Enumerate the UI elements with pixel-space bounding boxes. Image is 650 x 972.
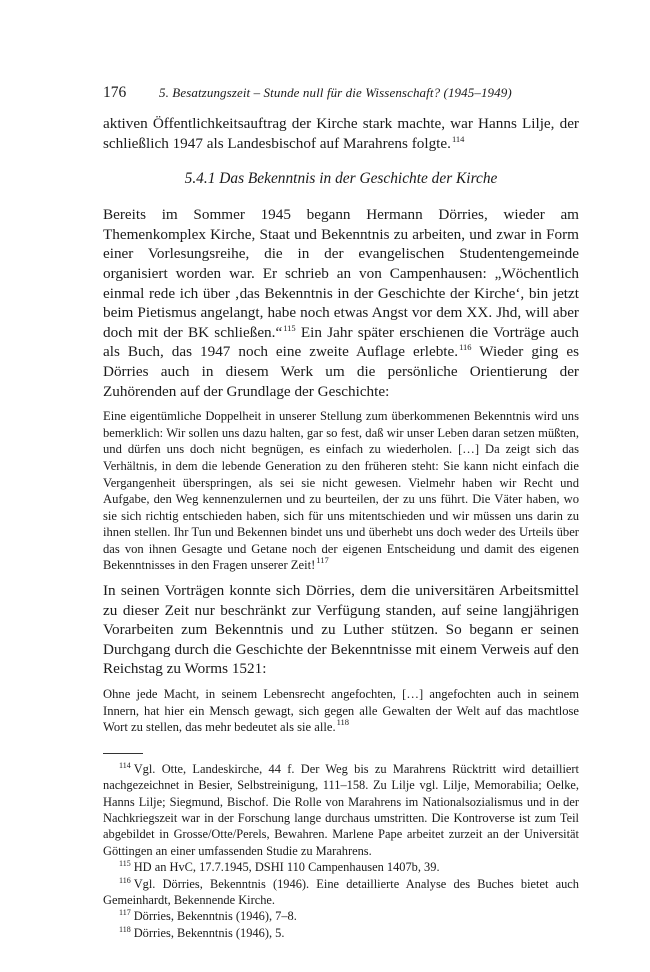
section-heading: 5.4.1 Das Bekenntnis in der Geschichte der Kirche [184,170,498,188]
block-quote-1 [103,408,579,574]
footnote-ref: 114 [451,133,465,144]
paragraph-1 [103,205,579,401]
running-title: 5. Besatzungszeit – Stunde null für die Wissenschaft? (1945–1949) [159,85,512,100]
book-page [103,84,579,941]
footnote-text: Dörries, Bekenntnis (1946), 7–8. [133,909,297,924]
footnote-ref: 116 [459,342,472,353]
footnote-ref: 117 [316,555,329,566]
footnote-text: Dörries, Bekenntnis (1946), 5. [133,925,285,940]
footnote-ref: 118 [336,717,350,728]
footnote-text: Vgl. Otte, Landeskirche, 44 f. Der Weg bis zu Marahrens Rücktritt wird detailliert nachgezeichnet in Besier, Selbstreinigung, 111–158. Zu Lilje vgl. Lilje, Memorabilia; Oelke, Hanns Lilje; Siegmund, Bischof. Die Rolle von Marahrens im Nationalsozialismus und in der Nachkriegszeit war in der Forschung lange durchaus umstritten. Die Kontroverse ist zum Teil abgebildet in Grosse/Otte/Perels, Bewahren. Marlene Pape arbeitet zurzeit an der Universität Göttingen an einer umfassenden Studie zu Marahrens. [103,761,579,858]
footnote-number: 117 [119,908,131,918]
footnotes [103,761,579,941]
footnote [103,876,579,909]
footnote [103,925,579,941]
footnote-number: 116 [119,875,131,885]
quote-text: Ohne jede Macht, in seinem Lebensrecht angefochten, […] angefochten auch in seinem Innern, hat hier ein Mensch gewagt, sich gegen alle Gewalten der Welt auf das machtlose Wort zu stellen, das mehr bedeutet als sie alle. [103,687,579,735]
running-head [103,84,579,106]
footnote-text: Vgl. Dörries, Bekenntnis (1946). Eine detaillierte Analyse des Buches bietet auch Gemeinhardt, Bekennende Kirche. [103,876,579,908]
quote-text: Eine eigentümliche Doppelheit in unserer Stellung zum überkommenen Bekenntnis wird uns bemerklich: Wir sollen uns dazu halten, gar so fest, daß wir unser Leben daran setzen müßten, und dürfen uns doch nicht begnügen, es einfach zu wiederholen. […] Da zeigt sich das Verhältnis, in dem die lebende Generation zu den früheren steht: Sie kann nicht einfach die Vergangenheit überspringen, als sei sie nicht gewesen. Vielmehr haben wir Recht und Aufgabe, den Weg kennenzulernen und zu beurteilen, der zu uns führt. Die Väter haben, wo sie sich richtig entschieden haben, sich für uns mitentschieden und wir müssen uns darin zu ihnen stellen. Ihr Tun und Bekennen bindet uns und überhebt uns doch weder des Urteils über das von ihnen Gesagte und Getane noch der eigenen Entscheidung und damit des eigenen Bekenntnisses in den Fragen unserer Zeit! [103,409,579,573]
footnote-text: HD an HvC, 17.7.1945, DSHI 110 Campenhausen 1407b, 39. [133,860,440,875]
paragraph-text: Bereits im Sommer 1945 begann Hermann Dörries, wieder am Themenkomplex Kirche, Staat und Bekenntnis zu arbeiten, und zwar in Form einer Vorlesungsreihe, die in der evangelischen Studentengemeinde organisiert worden war. Er schrieb an von Campenhausen: „Wöchentlich einmal rede ich über ‚das Bekenntnis in der Geschichte der Kirche‘, bin jetzt beim Pietismus angelangt, habe noch etwas Angst vor dem XX. Jhd, will aber doch mit der BK schließen.“ [103,206,579,341]
paragraph-2: In seinen Vorträgen konnte sich Dörries, dem die universitären Arbeitsmittel zu dieser Zeit nur beschränkt zur Verfügung standen, auf seine langjährigen Vorarbeiten zum Bekenntnis und zu Luther stützen. So begann er seinen Durchgang durch die Geschichte der Bekenntnisse mit einem Verweis auf den Reichstag zu Worms 1521: [103,582,579,678]
footnote-number: 114 [119,760,131,770]
block-quote-2 [103,686,579,736]
paragraph-text: Ein Jahr später erschienen die Vorträge auch als Buch, das 1947 noch eine zweite Auflage erlebte. [103,323,580,361]
paragraph-text: Wieder ging es Dörries auch in diesem Werk um die persönliche Orientierung der Zuhörenden auf der Grundlage der Geschichte: [103,343,579,400]
footnote-rule [103,753,143,754]
footnote [103,859,579,875]
paragraph-continuation [103,114,579,153]
footnote-number: 115 [119,859,131,869]
footnote-number: 118 [119,924,131,934]
footnote [103,761,579,859]
footnote [103,908,579,924]
paragraph-text: aktiven Öffentlichkeitsauftrag der Kirche stark machte, war Hanns Lilje, der schließlich 1947 als Landesbischof auf Marahrens folgte. [103,115,579,152]
page-number: 176 [103,84,127,101]
footnote-ref: 115 [283,322,296,333]
